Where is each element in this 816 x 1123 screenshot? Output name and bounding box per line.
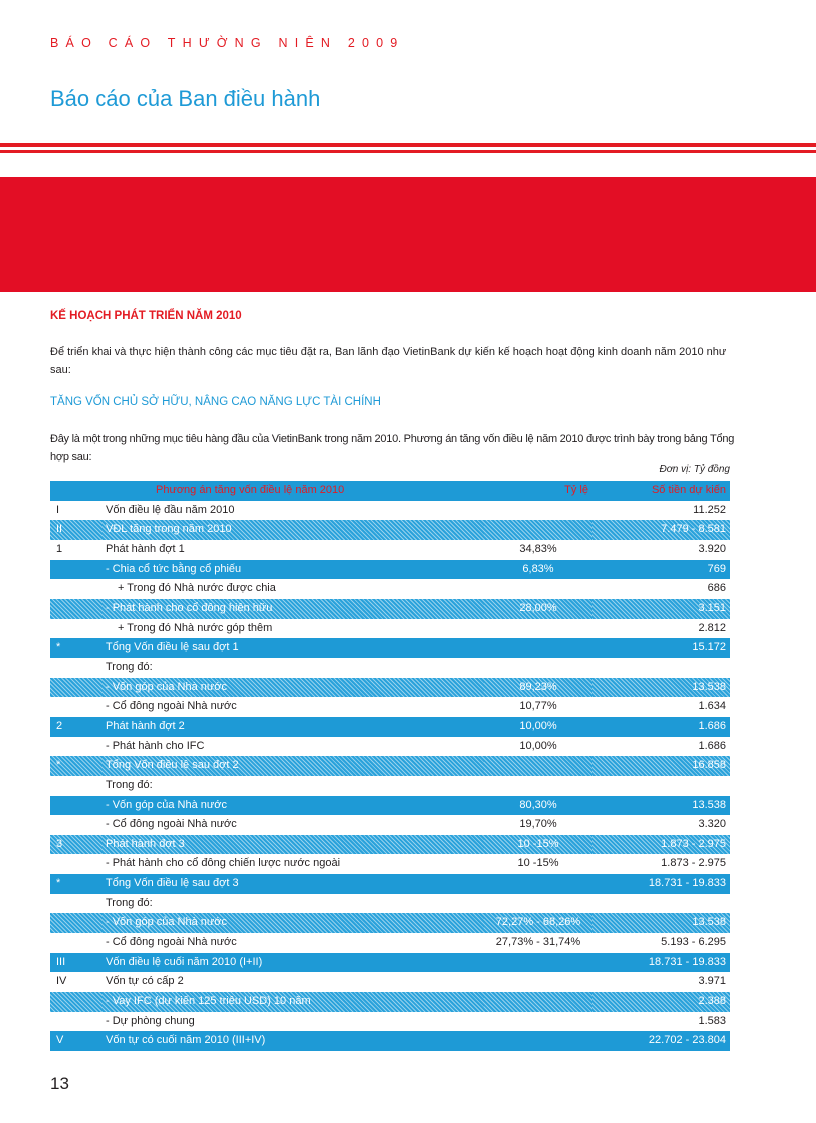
row-amount [592,776,730,796]
row-amount: 1.686 [592,737,730,757]
row-no: * [50,874,102,894]
row-item: Phát hành đợt 2 [102,717,484,737]
page-title: Báo cáo của Ban điều hành [50,86,321,111]
row-no [50,737,102,757]
subsection-title: TĂNG VỐN CHỦ SỞ HỮU, NÂNG CAO NĂNG LỰC TÀI CHÍNH [50,396,381,408]
row-no [50,560,102,580]
capital-plan-table [50,481,730,1051]
row-item: Phát hành đợt 3 [102,835,484,855]
row-ratio: 10,00% [484,737,592,757]
row-item: Tổng Vốn điều lệ sau đợt 3 [102,874,484,894]
row-amount: 1.634 [592,697,730,717]
row-no: 1 [50,540,102,560]
row-no [50,913,102,933]
row-item: - Phát hành cho cổ đông chiến lược nước ngoài [102,854,484,874]
row-amount: 22.702 - 23.804 [592,1031,730,1051]
table-row [50,972,730,992]
header-divider-bottom [0,150,816,153]
row-item: Tổng Vốn điều lệ sau đợt 1 [102,638,484,658]
row-item: - Cổ đông ngoài Nhà nước [102,815,484,835]
table-row [50,540,730,560]
row-amount: 18.731 - 19.833 [592,874,730,894]
row-amount: 15.172 [592,638,730,658]
row-item: + Trong đó Nhà nước được chia [102,579,484,599]
row-no [50,796,102,816]
row-item: - Phát hành cho cổ đông hiện hữu [102,599,484,619]
row-no [50,815,102,835]
table-row [50,737,730,757]
row-ratio: 80,30% [484,796,592,816]
row-no [50,579,102,599]
row-amount: 2.812 [592,619,730,639]
row-amount [592,658,730,678]
row-ratio [484,992,592,1012]
row-ratio [484,1012,592,1032]
row-ratio [484,894,592,914]
row-no: * [50,756,102,776]
row-ratio: 34,83% [484,540,592,560]
intro-paragraph: Để triển khai và thực hiện thành công các mục tiêu đặt ra, Ban lãnh đạo VietinBank dự kiến kế hoạch hoạt động kinh doanh năm 2010 như sau: [50,346,727,376]
row-item: - Phát hành cho IFC [102,737,484,757]
row-ratio [484,1031,592,1051]
row-item: - Vốn góp của Nhà nước [102,678,484,698]
row-no: IV [50,972,102,992]
row-item: Tổng Vốn điều lệ sau đợt 2 [102,756,484,776]
row-ratio: 10,77% [484,697,592,717]
row-amount: 2.388 [592,992,730,1012]
row-ratio: 27,73% - 31,74% [484,933,592,953]
row-no: 3 [50,835,102,855]
row-no: 2 [50,717,102,737]
subsection-paragraph: Đây là một trong những mục tiêu hàng đầu của VietinBank trong năm 2010. Phương án tăng vốn điều lệ năm 2010 được trình bày trong bảng Tổng hợp sau: [50,433,735,463]
row-item: - Chia cổ tức bằng cổ phiếu [102,560,484,580]
row-no: I [50,501,102,521]
row-item: Trong đó: [102,894,484,914]
row-ratio [484,520,592,540]
table-row [50,1012,730,1032]
row-ratio [484,501,592,521]
table-row [50,854,730,874]
table-row [50,501,730,521]
row-item: Vốn tự có cuối năm 2010 (III+IV) [102,1031,484,1051]
row-ratio: 10 -15% [484,854,592,874]
table-row [50,815,730,835]
row-item: Vốn điều lệ cuối năm 2010 (I+II) [102,953,484,973]
header-plan: Phương án tăng vốn điều lệ năm 2010 [102,481,484,501]
row-ratio: 28,00% [484,599,592,619]
row-no: II [50,520,102,540]
table-row [50,756,730,776]
row-no [50,776,102,796]
row-amount: 3.320 [592,815,730,835]
table-row [50,913,730,933]
row-amount [592,894,730,914]
row-item: Trong đó: [102,776,484,796]
table-row [50,1031,730,1051]
row-no [50,678,102,698]
row-item: Trong đó: [102,658,484,678]
row-amount: 5.193 - 6.295 [592,933,730,953]
table-header-row [50,481,730,501]
table-row [50,579,730,599]
row-amount: 769 [592,560,730,580]
row-item: - Cổ đông ngoài Nhà nước [102,697,484,717]
row-no [50,854,102,874]
table-row [50,776,730,796]
row-ratio [484,953,592,973]
row-no [50,933,102,953]
table-row [50,520,730,540]
row-amount: 1.583 [592,1012,730,1032]
red-banner [0,177,816,292]
row-amount: 13.538 [592,913,730,933]
row-item: VĐL tăng trong năm 2010 [102,520,484,540]
row-ratio [484,972,592,992]
row-amount: 3.151 [592,599,730,619]
table-row [50,933,730,953]
row-amount: 686 [592,579,730,599]
table-row [50,658,730,678]
row-no [50,619,102,639]
row-no [50,658,102,678]
row-no [50,697,102,717]
row-no [50,894,102,914]
row-item: - Vốn góp của Nhà nước [102,796,484,816]
table-row [50,619,730,639]
row-amount: 18.731 - 19.833 [592,953,730,973]
row-item: - Vay IFC (dự kiến 125 triệu USD) 10 năm [102,992,484,1012]
row-item: + Trong đó Nhà nước góp thêm [102,619,484,639]
row-ratio: 89,23% [484,678,592,698]
row-item: Vốn điều lệ đầu năm 2010 [102,501,484,521]
row-item: Vốn tự có cấp 2 [102,972,484,992]
page-number: 13 [50,1074,69,1093]
row-no: V [50,1031,102,1051]
row-item: Phát hành đợt 1 [102,540,484,560]
row-amount: 7.479 - 8.581 [592,520,730,540]
row-no [50,992,102,1012]
row-amount: 11.252 [592,501,730,521]
row-amount: 3.971 [592,972,730,992]
report-header: BÁO CÁO THƯỜNG NIÊN 2009 [50,36,405,50]
row-ratio: 72,27% - 68,26% [484,913,592,933]
row-item: - Cổ đông ngoài Nhà nước [102,933,484,953]
row-ratio [484,776,592,796]
row-amount: 1.873 - 2.975 [592,854,730,874]
row-ratio: 19,70% [484,815,592,835]
table-row [50,599,730,619]
row-ratio [484,579,592,599]
header-divider-top [0,143,816,147]
row-no [50,1012,102,1032]
table-row [50,894,730,914]
row-no: III [50,953,102,973]
row-amount: 13.538 [592,796,730,816]
table-row [50,992,730,1012]
row-no: * [50,638,102,658]
table-row [50,678,730,698]
table-row [50,953,730,973]
row-item: - Dự phòng chung [102,1012,484,1032]
row-amount: 13.538 [592,678,730,698]
row-ratio [484,619,592,639]
row-ratio [484,756,592,776]
header-amount: Số tiền dự kiến [592,481,730,501]
row-ratio [484,638,592,658]
section-title: KẾ HOẠCH PHÁT TRIỂN NĂM 2010 [50,310,242,322]
row-ratio [484,658,592,678]
table-row [50,697,730,717]
unit-note: Đơn vị: Tỷ đồng [659,464,730,475]
header-ratio: Tỷ lệ [484,481,592,501]
table-row [50,796,730,816]
row-ratio: 10 -15% [484,835,592,855]
table-row [50,560,730,580]
row-no [50,599,102,619]
row-item: - Vốn góp của Nhà nước [102,913,484,933]
row-amount: 1.873 - 2.975 [592,835,730,855]
row-ratio: 10,00% [484,717,592,737]
row-ratio [484,874,592,894]
row-amount: 16.858 [592,756,730,776]
table-row [50,835,730,855]
row-ratio: 6,83% [484,560,592,580]
table-row [50,638,730,658]
row-amount: 3.920 [592,540,730,560]
row-amount: 1.686 [592,717,730,737]
table-row [50,717,730,737]
table-row [50,874,730,894]
table-body [50,501,730,1051]
header-no [50,481,102,501]
